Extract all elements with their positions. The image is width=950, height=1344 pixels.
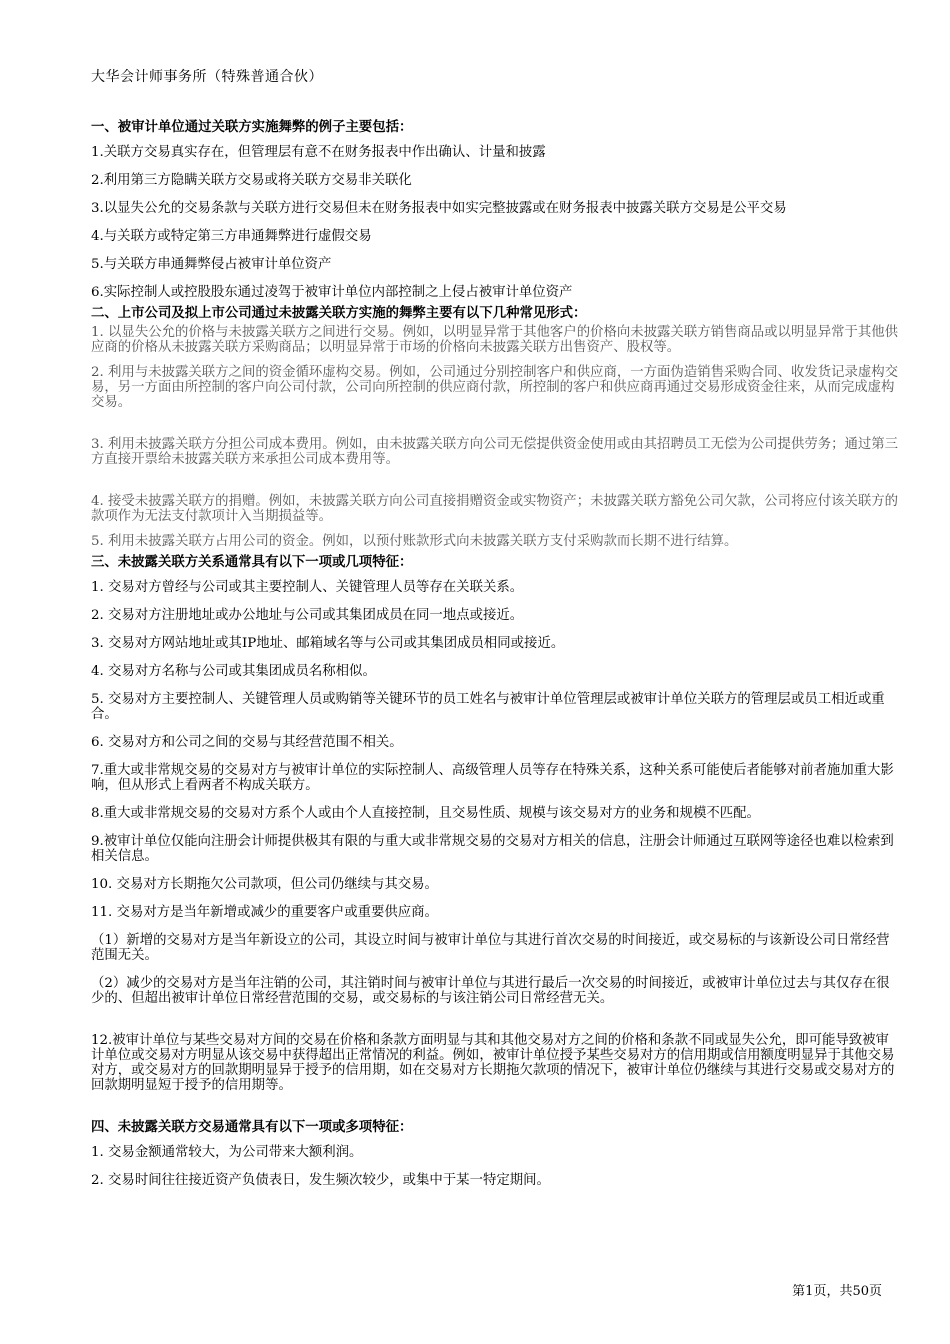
document-body	[91, 120, 901, 1201]
s1-item: 3.以显失公允的交易条款与关联方进行交易但未在财务报表中如实完整披露或在财务报表中披露关联方交易是公平交易	[91, 201, 787, 216]
section-1-title: 一、被审计单位通过关联方实施舞弊的例子主要包括：	[91, 120, 413, 135]
s3-item: 8.重大或非常规交易的交易对方系个人或由个人直接控制，且交易性质、规模与该交易对方的业务和规模不匹配。	[91, 806, 760, 821]
s3-item: 11. 交易对方是当年新增或减少的重要客户或重要供应商。	[91, 905, 438, 920]
s3-item: 4. 交易对方名称与公司或其集团成员名称相似。	[91, 664, 376, 679]
s3-item: 7.重大或非常规交易的交易对方与被审计单位的实际控制人、高级管理人员等存在特殊关系，这种关系可能使后者能够对前者施加重大影响，但从形式上看两者不构成关联方。	[91, 763, 894, 793]
s3-item: 6. 交易对方和公司之间的交易与其经营范围不相关。	[91, 735, 403, 750]
s1-item: 4.与关联方或特定第三方串通舞弊进行虚假交易	[91, 229, 372, 244]
s4-item: 2. 交易时间往往接近资产负债表日，发生频次较少，或集中于某一特定期间。	[91, 1173, 550, 1188]
s3-item: （2）减少的交易对方是当年注销的公司，其注销时间与被审计单位与其进行最后一次交易的时间接近，或被审计单位过去与其仅存在很少的、但超出被审计单位日常经营范围的交易，或交易标的与该注销公司日常经营无关。	[91, 976, 890, 1006]
page-number: 第1页，共50页	[792, 1284, 882, 1299]
s1-item: 2.利用第三方隐瞒关联方交易或将关联方交易非关联化	[91, 173, 412, 188]
s1-item: 5.与关联方串通舞弊侵占被审计单位资产	[91, 257, 332, 272]
s3-item: （1）新增的交易对方是当年新设立的公司，其设立时间与被审计单位与其进行首次交易的时间接近，或交易标的与该新设公司日常经营范围无关。	[91, 933, 890, 963]
s1-item: 1.关联方交易真实存在，但管理层有意不在财务报表中作出确认、计量和披露	[91, 145, 546, 160]
section-3-title: 三、未披露关联方关系通常具有以下一项或几项特征：	[91, 555, 413, 570]
s1-item: 6.实际控制人或控股股东通过凌驾于被审计单位内部控制之上侵占被审计单位资产	[91, 285, 573, 300]
s3-item: 3. 交易对方网站地址或其IP地址、邮箱域名等与公司或其集团成员相同或接近。	[91, 636, 565, 651]
s3-item: 5. 交易对方主要控制人、关键管理人员或购销等关键环节的员工姓名与被审计单位管理层或被审计单位关联方的管理层或员工相近或重合。	[91, 692, 885, 722]
s3-item: 9.被审计单位仅能向注册会计师提供极其有限的与重大或非常规交易的交易对方相关的信息，注册会计师通过互联网等途径也难以检索到相关信息。	[91, 834, 894, 864]
s3-item: 2. 交易对方注册地址或办公地址与公司或其集团成员在同一地点或接近。	[91, 608, 524, 623]
s2-item: 2. 利用与未披露关联方之间的资金循环虚构交易。例如，公司通过分别控制客户和供应商，一方面伪造销售采购合同、收发货记录虚构交易，另一方面由所控制的客户向公司付款，公司向所控制的供应商付款，所控制的客户和供应商再通过交易形成资金往来，从而完成虚构交易。	[91, 365, 899, 410]
section-2-title: 二、上市公司及拟上市公司通过未披露关联方实施的舞弊主要有以下几种常见形式：	[91, 306, 587, 321]
firm-name: 大华会计师事务所（特殊普通合伙）	[91, 69, 323, 85]
s2-item: 3. 利用未披露关联方分担公司成本费用。例如，由未披露关联方向公司无偿提供资金使用或由其招聘员工无偿为公司提供劳务；通过第三方直接开票给未披露关联方来承担公司成本费用等。	[91, 437, 899, 467]
s2-item: 4. 接受未披露关联方的捐赠。例如，未披露关联方向公司直接捐赠资金或实物资产；未披露关联方豁免公司欠款，公司将应付该关联方的款项作为无法支付款项计入当期损益等。	[91, 494, 899, 524]
s2-item: 1. 以显失公允的价格与未披露关联方之间进行交易。例如，以明显异常于其他客户的价格向未披露关联方销售商品或以明显异常于其他供应商的价格从未披露关联方采购商品；以明显异常于市场的价格向未披露关联方出售资产、股权等。	[91, 325, 899, 355]
s3-item: 12.被审计单位与某些交易对方间的交易在价格和条款方面明显与其和其他交易对方之间的价格和条款不同或显失公允，即可能导致被审计单位或交易对方明显从该交易中获得超出正常情况的利益。例如，被审计单位授予某些交易对方的信用期或信用额度明显异于其他交易对方，或交易对方的回款期明显异于授予的信用期，如在交易对方长期拖欠款项的情况下，被审计单位仍继续与其进行交易或交易对方的回款期明显短于授予的信用期等。	[91, 1033, 895, 1093]
s3-item: 10. 交易对方长期拖欠公司款项，但公司仍继续与其交易。	[91, 877, 438, 892]
s2-item: 5. 利用未披露关联方占用公司的资金。例如，以预付账款形式向未披露关联方支付采购款而长期不进行结算。	[91, 534, 738, 549]
section-4-title: 四、未披露关联方交易通常具有以下一项或多项特征：	[91, 1120, 413, 1135]
s4-item: 1. 交易金额通常较大，为公司带来大额利润。	[91, 1145, 363, 1160]
s3-item: 1. 交易对方曾经与公司或其主要控制人、关键管理人员等存在关联关系。	[91, 580, 524, 595]
